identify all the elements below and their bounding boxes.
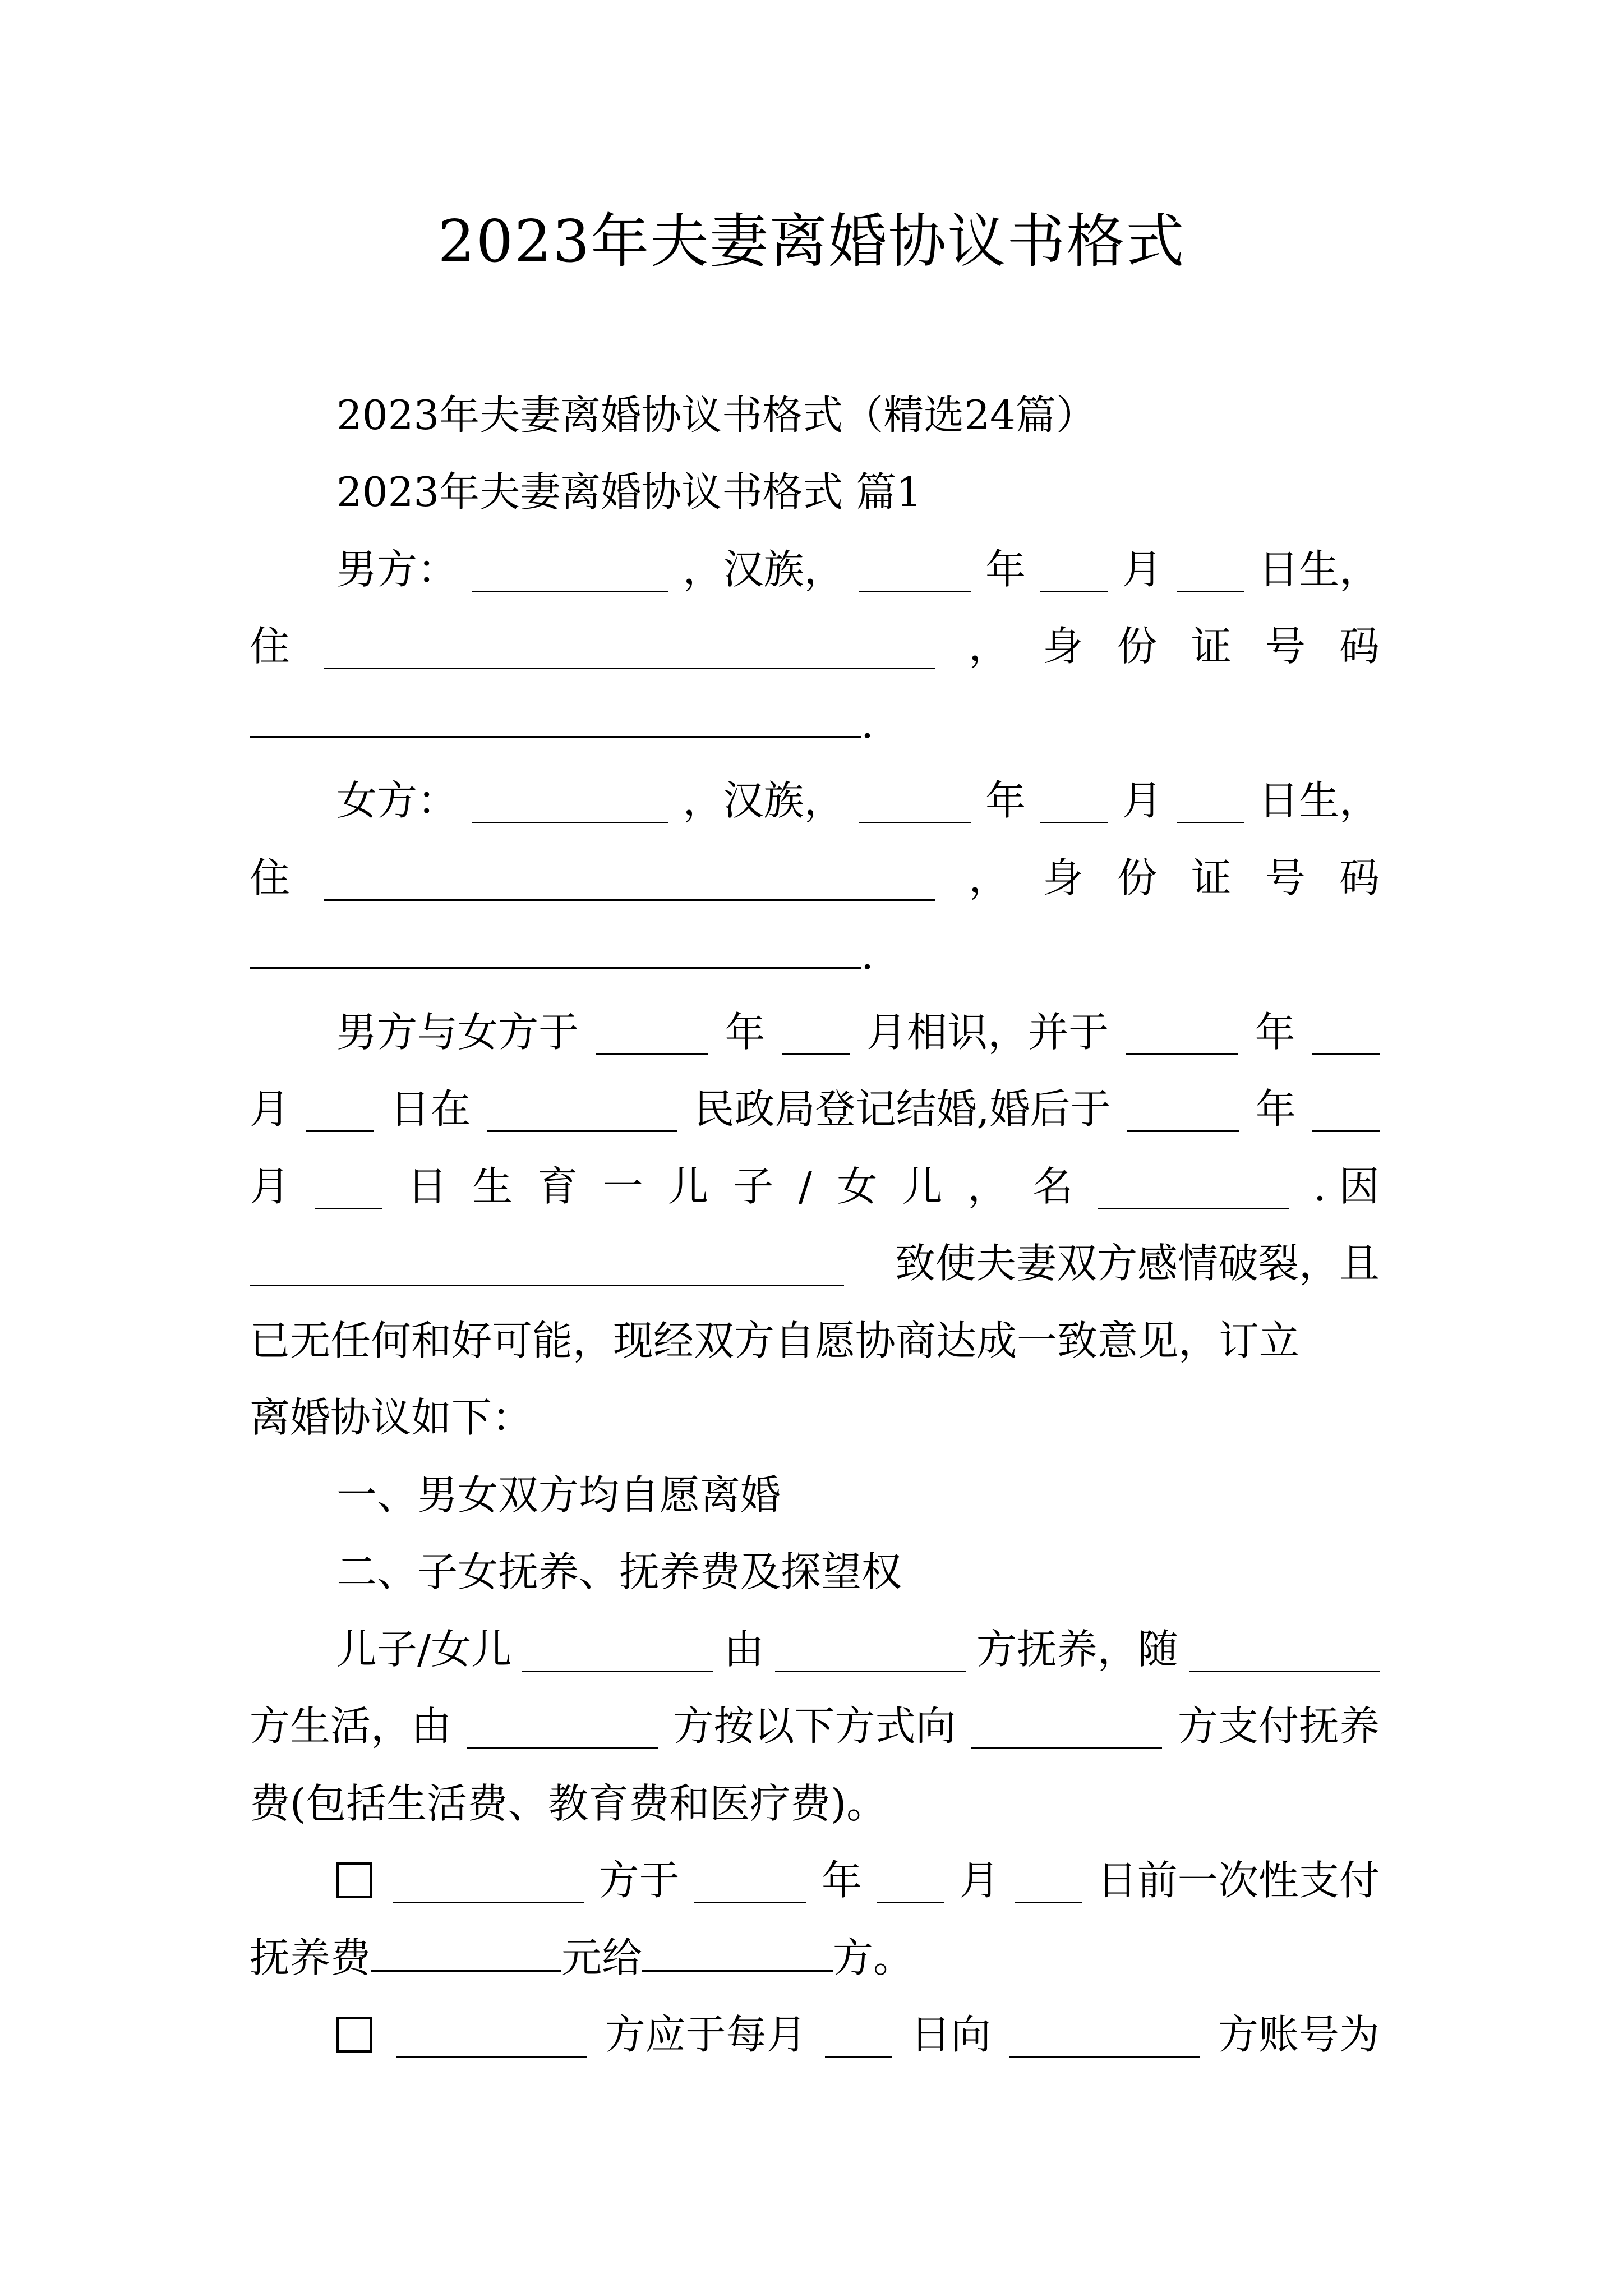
para-line-4: 致使夫妻双方感情破裂，且 — [250, 1227, 1380, 1300]
item-2: 二、子女抚养、抚养费及探望权 — [336, 1548, 902, 1595]
para-line-3: 月 日 生 育 一 儿 子 / 女 儿 ， 名 . 因 — [250, 1163, 1380, 1210]
section-heading: 2023年夫妻离婚协议书格式 篇1 — [336, 468, 922, 516]
male-year-blank — [859, 547, 971, 592]
subtitle: 2023年夫妻离婚协议书格式（精选24篇） — [336, 392, 1096, 439]
child-line-3: 费(包括生活费、教育费和医疗费)。 — [250, 1780, 887, 1827]
option-2-line-1: 方应于每月 日向 方账号为 — [336, 1998, 1380, 2071]
checkbox-1[interactable] — [336, 1862, 372, 1898]
female-day-blank — [1177, 778, 1244, 823]
male-address-blank — [324, 624, 935, 669]
female-name-blank — [472, 778, 668, 823]
female-id-blank — [250, 923, 861, 969]
para-line-1: 男方与女方于 年 月相识，并于 年 — [336, 996, 1380, 1069]
para-line-6: 离婚协议如下： — [250, 1394, 533, 1441]
female-month-blank — [1040, 778, 1108, 823]
checkbox-2[interactable] — [336, 2017, 372, 2053]
para-line-5: 已无任何和好可能，现经双方自愿协商达成一致意见，订立 — [250, 1317, 1300, 1364]
child-line-2: 方生活，由 方按以下方式向 方支付抚养 — [250, 1703, 1380, 1750]
female-line-1: 女方： ，汉族， 年 月 日生， — [336, 777, 1380, 824]
male-line-2: 住 ， 身 份 证 号 码 — [250, 623, 1380, 670]
male-name-blank — [472, 547, 668, 592]
child-line-1: 儿子/女儿 由 方抚养，随 — [336, 1613, 1380, 1686]
female-address-blank — [324, 855, 935, 901]
male-id-blank — [250, 692, 861, 738]
item-1: 一、男女双方均自愿离婚 — [336, 1471, 781, 1519]
para-line-2: 月 日在 民政局登记结婚,婚后于 年 — [250, 1073, 1380, 1145]
female-line-3: . — [250, 918, 1380, 991]
male-month-blank — [1040, 547, 1108, 592]
option-1-line-1: 方于 年 月 日前一次性支付 — [336, 1844, 1380, 1917]
page-title: 2023年夫妻离婚协议书格式 — [437, 207, 1186, 275]
option-1-line-2: 抚养费 元给 方。 — [250, 1921, 1380, 1994]
male-day-blank — [1177, 547, 1244, 592]
male-line-3: . — [250, 687, 1380, 760]
male-line-1: 男方： ，汉族， 年 月 日生， — [336, 546, 1380, 593]
female-year-blank — [859, 778, 971, 823]
female-line-2: 住 ， 身 份 证 号 码 — [250, 854, 1380, 901]
